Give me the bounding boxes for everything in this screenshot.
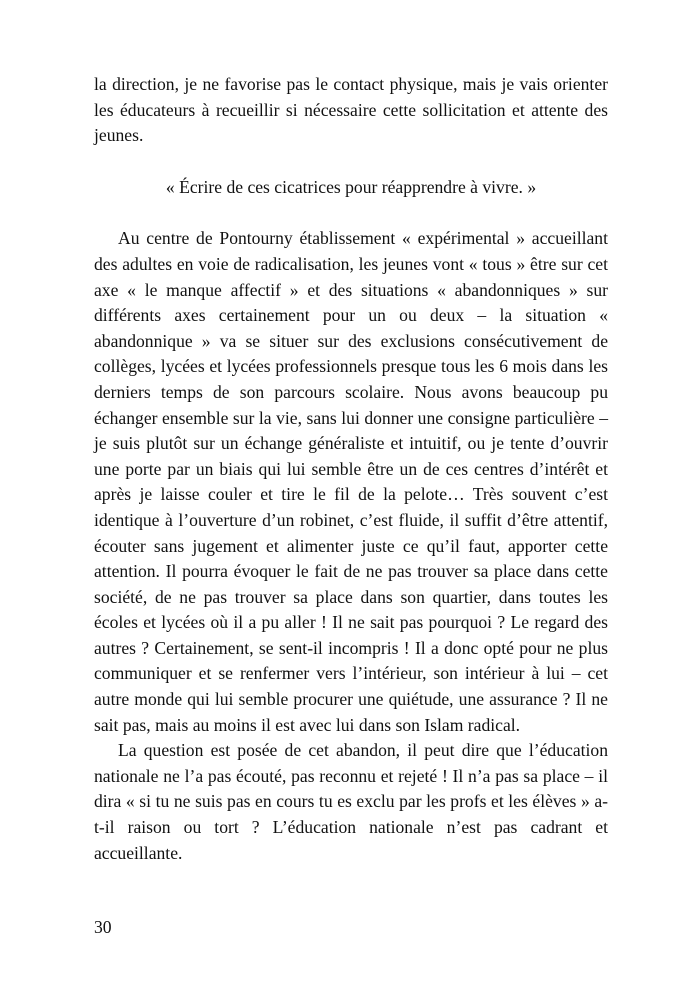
epigraph-quote: « Écrire de ces cicatrices pour réapprendre à vivre. » [165,176,537,197]
page-body [94,72,608,866]
page-number: 30 [94,917,112,937]
paragraph-pontourny: Au centre de Pontourny établissement « expérimental » accueillant des adultes en voie de radicalisation, les jeunes vont « tous » être sur cet axe « le manque affectif » et des situations « abandonniques » sur différents axes certainement pour un ou deux – la situation « abandonnique » va se situer sur des exclusions consécutivement de collèges, lycées et lycées professionnels presque tous les 6 mois dans les derniers temps de son parcours scolaire. Nous avons beaucoup pu échanger ensemble sur la vie, sans lui donner une consigne particulière – je suis plutôt sur un échange généraliste et intuitif, ou je tente d’ouvrir une porte par un biais qui lui semble être un de ces centres d’intérêt et après je laisse couler et tire le fil de la pelote… Très souvent c’est identique à l’ouverture d’un robinet, c’est fluide, il suffit d’être attentif, écouter sans jugement et alimenter juste ce qu’il faut, apporter cette attention. Il pourra évoquer le fait de ne pas trouver sa place dans cette société, de ne pas trouver sa place dans son quartier, dans toutes les écoles et lycées où il a pu aller ! Il ne sait pas pourquoi ? Le regard des autres ? Certainement, se sent-il incompris ! Il a donc opté pour ne plus communiquer et se renfermer vers l’intérieur, son intérieur à lui – cet autre monde qui lui semble procurer une quiétude, une assurance ? Il ne sait pas, mais au moins il est avec lui dans son Islam radical. [94,228,608,735]
paragraph-question: La question est posée de cet abandon, il peut dire que l’éducation nationale ne l’a pas écouté, pas reconnu et rejeté ! Il n’a pas sa place – il dira « si tu ne suis pas en cours tu es exclu par les profs et les élèves » a-t-il raison ou tort ? L’éducation nationale n’est pas cadrant et accueillante. [94,740,608,863]
paragraph-continued: la direction, je ne favorise pas le contact physique, mais je vais orienter les éducateurs à recueillir si nécessaire cette sollicitation et attente des jeunes. [94,74,608,146]
